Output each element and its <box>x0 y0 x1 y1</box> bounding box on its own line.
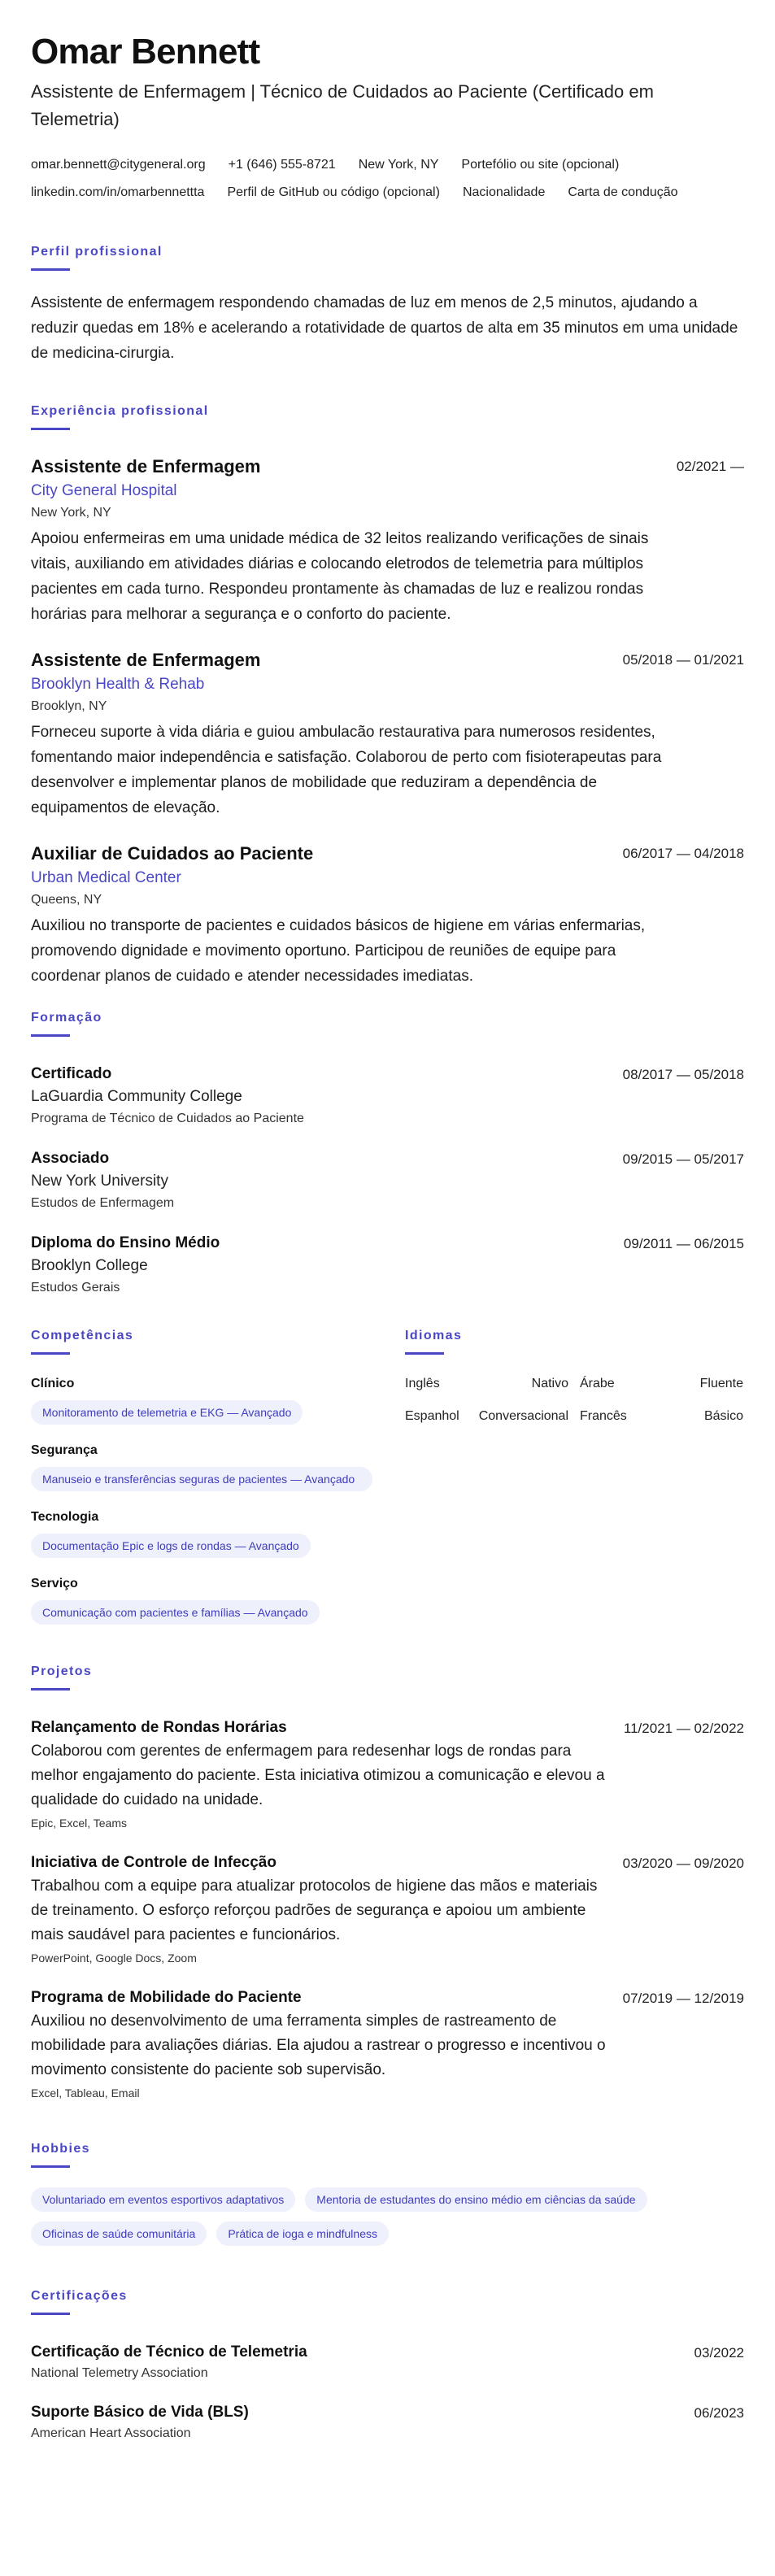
candidate-headline: Assistente de Enfermagem | Técnico de Cuidados ao Paciente (Certificado em Telemetria) <box>31 81 654 129</box>
skill-group <box>31 1508 405 1558</box>
section-title: Formação <box>31 1011 102 1025</box>
project-entry <box>31 1986 744 2102</box>
job-company: City General Hospital <box>31 482 177 499</box>
project-entry <box>31 1717 744 1832</box>
language-list <box>405 1374 743 1426</box>
job-description: Apoiou enfermeiras em uma unidade médica de 32 leitos realizando verificações de sinais vitais, auxiliando em atividades diárias e colocando eletrodos de telemetria para múltiplos pacientes em cada turno. Respondeu prontamente às chamadas de luz e realizou rondas horárias para melhorar a segurança e o conforto do paciente. <box>31 530 649 623</box>
contact-github[interactable]: Perfil de GitHub ou código (opcional) <box>227 185 440 199</box>
projects-section <box>31 1664 744 2102</box>
job-location: Queens, NY <box>31 893 102 907</box>
hobby-chip: Voluntariado em eventos esportivos adaptativos <box>31 2187 295 2212</box>
contact-location: New York, NY <box>358 158 439 172</box>
certification-date: 06/2023 <box>694 2405 744 2421</box>
skill-category: Segurança <box>31 1443 98 1457</box>
job-title: Assistente de Enfermagem <box>31 650 261 670</box>
project-dates: 11/2021 — 02/2022 <box>623 1721 744 1736</box>
contact-portfolio[interactable]: Portefólio ou site (opcional) <box>461 158 620 172</box>
section-title: Idiomas <box>405 1329 463 1342</box>
job-entry <box>31 455 744 627</box>
education-degree: Certificado <box>31 1065 112 1082</box>
language-level: Básico <box>703 1409 743 1423</box>
job-title: Auxiliar de Cuidados ao Paciente <box>31 843 314 864</box>
skill-group <box>31 1574 405 1625</box>
skill-chip: Monitoramento de telemetria e EKG — Avançado <box>31 1400 303 1425</box>
section-divider <box>31 428 70 430</box>
language-item <box>580 1374 743 1394</box>
job-company: Brooklyn Health & Rehab <box>31 676 205 693</box>
candidate-name: Omar Bennett <box>31 32 260 72</box>
education-degree: Diploma do Ensino Médio <box>31 1234 220 1251</box>
section-title: Projetos <box>31 1664 93 1678</box>
skill-group <box>31 1441 405 1491</box>
skill-category: Tecnologia <box>31 1510 99 1524</box>
experience-section <box>31 403 744 989</box>
education-entry <box>31 1063 744 1129</box>
hobby-chip: Oficinas de saúde comunitária <box>31 2221 207 2246</box>
language-name: Árabe <box>580 1377 615 1390</box>
education-degree: Associado <box>31 1150 110 1167</box>
contact-driving-license: Carta de condução <box>568 185 678 199</box>
project-tech: PowerPoint, Google Docs, Zoom <box>31 1952 197 1965</box>
project-description: Colaborou com gerentes de enfermagem para redesenhar logs de rondas para melhor engajamento do paciente. Esta iniciativa otimizou a comunicação e elevou a qualidade do cuidado na unidade. <box>31 1743 605 1808</box>
project-description: Trabalhou com a equipe para atualizar protocolos de higiene das mãos e materiais de treinamento. O esforço reforçou padrões de segurança e apoiou um ambiente mais saudável para pacientes e funcionários. <box>31 1878 598 1943</box>
job-description: Forneceu suporte à vida diária e guiou ambulacão restaurativa para numerosos residentes, fomentando maior independência e satisfação. Colaborou de perto com fisioterapeutas para desenvolver e implementar planos de mobilidade que reduziram a dependência de equipamentos de elevação. <box>31 724 662 816</box>
hobby-chip: Prática de ioga e mindfulness <box>216 2221 389 2246</box>
job-dates: 06/2017 — 04/2018 <box>622 846 744 861</box>
language-item <box>580 1407 743 1426</box>
certification-issuer: National Telemetry Association <box>31 2366 208 2380</box>
job-company: Urban Medical Center <box>31 869 181 886</box>
job-entry <box>31 842 744 989</box>
education-dates: 08/2017 — 05/2018 <box>622 1067 744 1082</box>
education-entry <box>31 1232 744 1299</box>
section-divider <box>31 2313 70 2315</box>
language-name: Espanhol <box>405 1409 459 1423</box>
contact-email[interactable]: omar.bennett@citygeneral.org <box>31 158 206 172</box>
section-divider <box>405 1352 444 1355</box>
section-title: Hobbies <box>31 2142 90 2156</box>
project-tech: Excel, Tableau, Email <box>31 2086 140 2100</box>
education-section <box>31 1010 744 1299</box>
hobby-list <box>31 2187 747 2246</box>
language-item <box>405 1374 568 1394</box>
project-description: Auxiliou no desenvolvimento de uma ferramenta simples de rastreamento de mobilidade para avaliações diárias. Ela ajudou a rastrear o progresso e incentivou o movimento consistente do paciente sob supervisão. <box>31 2012 606 2078</box>
skill-chip: Documentação Epic e logs de rondas — Avançado <box>31 1534 311 1558</box>
certification-issuer: American Heart Association <box>31 2426 191 2440</box>
job-description: Auxiliou no transporte de pacientes e cuidados básicos de higiene em várias enfermarias, promovendo dignidade e movimento oportuno. Participou de reuniões de equipe para coordenar planos de cuidado e atender necessidades imediatas. <box>31 917 646 985</box>
certification-entry <box>31 2401 744 2443</box>
section-title: Certificações <box>31 2289 128 2303</box>
skill-category: Clínico <box>31 1377 75 1390</box>
education-school: New York University <box>31 1173 168 1190</box>
section-title: Competências <box>31 1329 134 1342</box>
certifications-section <box>31 2288 744 2443</box>
education-field: Programa de Técnico de Cuidados ao Paciente <box>31 1112 304 1125</box>
language-item <box>405 1407 568 1426</box>
skill-chip: Comunicação com pacientes e famílias — Avançado <box>31 1600 320 1625</box>
language-name: Francês <box>580 1409 627 1423</box>
resume-header <box>31 31 744 207</box>
section-divider <box>31 1034 70 1037</box>
job-dates: 05/2018 — 01/2021 <box>622 652 744 668</box>
language-level: Fluente <box>699 1377 743 1390</box>
contact-linkedin[interactable]: linkedin.com/in/omarbennettta <box>31 185 205 199</box>
contact-list <box>31 151 738 207</box>
contact-nationality: Nacionalidade <box>462 185 546 199</box>
job-entry <box>31 648 744 820</box>
project-dates: 07/2019 — 12/2019 <box>622 1991 744 2006</box>
skills-section <box>31 1328 405 1625</box>
section-divider <box>31 1352 70 1355</box>
project-name: Programa de Mobilidade do Paciente <box>31 1989 302 2006</box>
language-level: Conversacional <box>478 1409 568 1423</box>
education-field: Estudos Gerais <box>31 1281 120 1295</box>
project-name: Relançamento de Rondas Horárias <box>31 1719 287 1736</box>
section-title: Perfil profissional <box>31 245 163 259</box>
certification-date: 03/2022 <box>694 2345 744 2361</box>
education-field: Estudos de Enfermagem <box>31 1196 175 1210</box>
section-divider <box>31 268 70 271</box>
profile-section <box>31 244 744 366</box>
certification-entry <box>31 2341 744 2383</box>
section-divider <box>31 1688 70 1690</box>
education-dates: 09/2015 — 05/2017 <box>622 1151 744 1167</box>
project-dates: 03/2020 — 09/2020 <box>622 1856 744 1871</box>
skill-chip: Manuseio e transferências seguras de pacientes — Avançado <box>31 1467 372 1491</box>
hobby-chip: Mentoria de estudantes do ensino médio em ciências da saúde <box>305 2187 647 2212</box>
language-name: Inglês <box>405 1377 440 1390</box>
languages-section <box>405 1328 743 1625</box>
hobbies-section <box>31 2141 744 2246</box>
education-dates: 09/2011 — 06/2015 <box>623 1236 744 1251</box>
certification-name: Suporte Básico de Vida (BLS) <box>31 2404 249 2421</box>
profile-summary: Assistente de enfermagem respondendo chamadas de luz em menos de 2,5 minutos, ajudando a reduzir quedas em 18% e acelerando a rotatividade de quartos de alta em 35 minutos em uma unidade de medicina-cirurgia. <box>31 294 738 362</box>
job-location: New York, NY <box>31 506 111 520</box>
project-name: Iniciativa de Controle de Infecção <box>31 1854 276 1871</box>
language-level: Nativo <box>531 1377 568 1390</box>
section-divider <box>31 2165 70 2168</box>
education-entry <box>31 1147 744 1214</box>
project-entry <box>31 1852 744 1967</box>
skills-languages-row <box>31 1328 744 1625</box>
project-tech: Epic, Excel, Teams <box>31 1817 128 1830</box>
contact-phone[interactable]: +1 (646) 555-8721 <box>228 158 336 172</box>
certification-name: Certificação de Técnico de Telemetria <box>31 2343 307 2361</box>
section-title: Experiência profissional <box>31 404 209 418</box>
job-location: Brooklyn, NY <box>31 699 107 713</box>
job-dates: 02/2021 — <box>676 459 744 474</box>
skill-group <box>31 1374 405 1425</box>
job-title: Assistente de Enfermagem <box>31 456 261 476</box>
skill-category: Serviço <box>31 1577 78 1590</box>
education-school: Brooklyn College <box>31 1257 148 1274</box>
education-school: LaGuardia Community College <box>31 1088 242 1105</box>
